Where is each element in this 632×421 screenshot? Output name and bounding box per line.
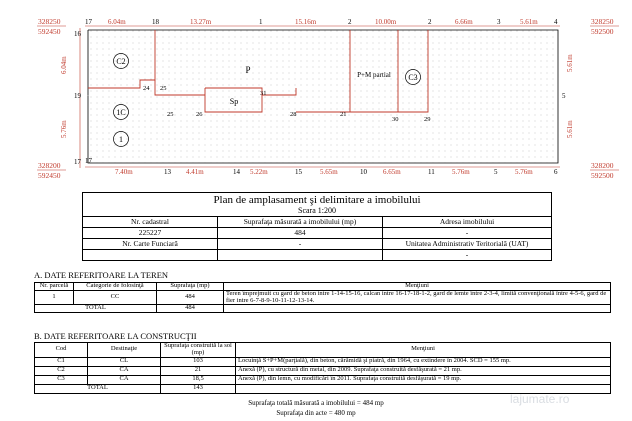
left-point: 16 [74, 30, 81, 38]
row-surf: 103 [161, 357, 236, 366]
bottom-point: 14 [233, 168, 240, 176]
section-a-title: A. DATE REFERITOARE LA TEREN [34, 270, 169, 280]
left-dim-2: 5.76m [60, 120, 68, 138]
col-mentions: Menţiuni [236, 343, 611, 358]
surface-value: 484 [218, 228, 383, 239]
parcel-area [88, 30, 558, 163]
table-row [35, 366, 611, 375]
bottom-point: 5 [494, 168, 498, 176]
col-mentions: Menţiuni [224, 283, 611, 291]
col-surface: Suprafaţa (mp) [157, 283, 224, 291]
inner-point: 24 [143, 85, 150, 92]
address-value: - [383, 228, 552, 239]
total-value: 143 [161, 384, 236, 393]
total-surface-line: Suprafaţa totală măsurată a imobilului = 484 mp [248, 399, 384, 407]
inner-point: 29 [424, 116, 431, 123]
row-dest: CA [88, 375, 161, 384]
coord-br-top: 328200 [591, 161, 614, 170]
top-dim-5: 6.66m [455, 18, 473, 26]
inner-point: 25 [160, 85, 167, 92]
bottom-point: 13 [164, 168, 171, 176]
header-cadastral: Nr. cadastral [83, 217, 218, 228]
coord-tl-bottom: 592450 [38, 27, 61, 36]
bottom-dim-7: 5.76m [515, 168, 533, 176]
row-cod: C3 [35, 375, 88, 384]
top-dim-4: 10.00m [375, 18, 397, 26]
top-dimensions [108, 18, 538, 26]
label-sp: Sp [229, 97, 239, 106]
top-point: 18 [152, 18, 159, 26]
bottom-dim-1: 7.40m [115, 168, 133, 176]
row-note: Anexă (P), din lemn, cu modificări în 2011. Suprafaţa construită desfăşurată = 19 mp. [236, 375, 611, 384]
inner-point: 25 [167, 111, 174, 118]
row-surf: 21 [161, 366, 236, 375]
row-dest: CL [88, 357, 161, 366]
label-parcel-1: 1 [119, 135, 123, 144]
bottom-dim-5: 6.65m [383, 168, 401, 176]
row-dest: CA [88, 366, 161, 375]
row-cod: C2 [35, 366, 88, 375]
left-point: 19 [74, 92, 81, 100]
col-built-surface: Suprafaţa construită la sol (mp) [161, 343, 236, 358]
col-parcel: Nr. parcelă [35, 283, 74, 291]
plan-scale: Scara 1:200 [298, 206, 336, 215]
bottom-dimensions [115, 168, 533, 176]
top-dim-6: 5.61m [520, 18, 538, 26]
coord-tr-top: 328250 [591, 17, 614, 26]
label-p: P [245, 65, 251, 75]
inner-point: 28 [290, 111, 297, 118]
table-row [35, 290, 611, 305]
parcel-category: CC [74, 290, 157, 305]
top-dim-2: 13.27m [190, 18, 212, 26]
inner-point: 31 [260, 90, 267, 97]
parcel-nr: 1 [35, 290, 74, 305]
bottom-point: 17 [85, 157, 92, 165]
constructions-table [34, 342, 611, 394]
land-table [34, 282, 611, 313]
inner-point: 21 [340, 111, 347, 118]
col-cod: Cod [35, 343, 88, 358]
col-category: Categorie de folosinţă [74, 283, 157, 291]
plan-title-box [82, 192, 552, 216]
top-dim-1: 6.04m [108, 18, 126, 26]
row-note: Anexă (P), cu structură din metal, din 2009. Suprafaţa construită desfăşurată = 21 mp. [236, 366, 611, 375]
left-point: 17 [74, 158, 81, 166]
total-label: TOTAL [35, 384, 161, 393]
row-note: Locuinţă S+P+M(parţială), din beton, cărămidă şi piatră, din 1964, cu extindere în 2004. SCD = 155 mp. [236, 357, 611, 366]
site-plan-drawing [0, 0, 632, 190]
header-surface: Suprafaţa măsurată a imobilului (mp) [218, 217, 383, 228]
parcel-surface: 484 [157, 290, 224, 305]
bottom-point: 10 [360, 168, 367, 176]
parcel-note: Teren împrejmuit cu gard de beton intre 1-14-15-16, calcan intre 16-17-18-1-2, gard de lemte între 2-3-4, limită convenţională între 4-5-6, gard de fier intre 6-7-8-9-10-11-12-13-14. [224, 290, 611, 305]
col-destination: Destinaţie [88, 343, 161, 358]
coord-tl-top: 328250 [38, 17, 61, 26]
bottom-point: 11 [428, 168, 435, 176]
top-points [85, 18, 558, 26]
bottom-dim-4: 5.65m [320, 168, 338, 176]
label-pm: P+M partial [357, 71, 391, 79]
right-point: 5 [562, 92, 566, 100]
table-row-total [35, 305, 611, 313]
total-label: TOTAL [35, 305, 157, 313]
label-c2: C2 [116, 57, 126, 66]
row-cod: C1 [35, 357, 88, 366]
top-point: 3 [497, 18, 501, 26]
coord-bl-bottom: 592450 [38, 171, 61, 180]
coord-bl-top: 328200 [38, 161, 61, 170]
plan-title: Plan de amplasament şi delimitare a imobilului [213, 194, 421, 206]
top-point: 2 [428, 18, 432, 26]
act-surface-line: Suprafaţa din acte = 480 mp [276, 409, 356, 417]
header-address: Adresa imobilului [383, 217, 552, 228]
total-value: 484 [157, 305, 224, 313]
row-surf: 18,5 [161, 375, 236, 384]
label-c1: 1C [116, 108, 126, 117]
top-dim-3: 15.16m [295, 18, 317, 26]
summary-table [82, 216, 552, 261]
uat-label: Unitatea Administrativ Teritorială (UAT) [383, 239, 552, 250]
inner-point: 26 [196, 111, 203, 118]
top-point: 17 [85, 18, 92, 26]
bottom-point: 6 [554, 168, 558, 176]
coord-br-bottom: 592500 [591, 171, 614, 180]
bottom-dim-2: 4.41m [186, 168, 204, 176]
bottom-dim-3: 5.22m [250, 168, 268, 176]
top-point: 2 [348, 18, 352, 26]
left-dim-1: 6.04m [60, 56, 68, 74]
right-dimensions [562, 54, 574, 138]
coord-tr-bottom: 592500 [591, 27, 614, 36]
cf-value: - [218, 239, 383, 250]
inner-point: 30 [392, 116, 399, 123]
bottom-dim-6: 5.76m [452, 168, 470, 176]
bottom-point: 15 [295, 168, 302, 176]
header-cf: Nr. Carte Funciară [83, 239, 218, 250]
table-row [35, 375, 611, 384]
section-b-title: B. DATE REFERITOARE LA CONSTRUCŢII [34, 331, 197, 341]
top-point: 4 [554, 18, 558, 26]
cadastral-value: 225227 [83, 228, 218, 239]
top-point: 1 [259, 18, 263, 26]
left-dimensions [60, 30, 82, 166]
watermark-logo: lajumate.ro [510, 392, 570, 406]
table-row [35, 357, 611, 366]
right-dim-2: 5.61m [566, 120, 574, 138]
right-dim-1: 5.61m [566, 54, 574, 72]
label-c3: C3 [408, 73, 418, 82]
uat-value: - [383, 250, 552, 261]
